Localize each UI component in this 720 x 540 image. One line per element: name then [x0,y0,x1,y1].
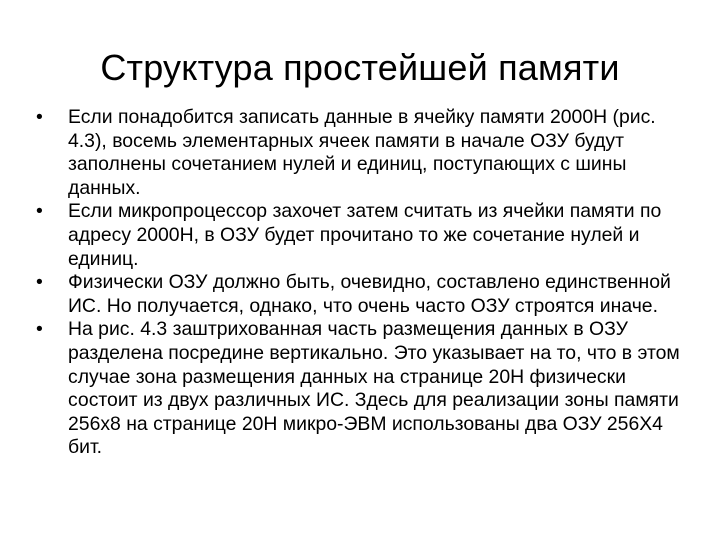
bullet-item [36,318,686,460]
bullet-text: Физически ОЗУ должно быть, очевидно, составлено единственной ИС. Но получается, однако, что очень часто ОЗУ строятся иначе. [68,271,671,317]
bullet-text: На рис. 4.3 заштрихованная часть размещения данных в ОЗУ разделена посредине вертикально. Это указывает на то, что в этом случае зона размещения данных на странице 20Н физически состоит из двух различных ИС. Здесь для реализации зоны памяти 256x8 на странице 20Н микро-ЭВМ использованы два ОЗУ 256Х4 бит. [68,318,680,459]
bullet-item [36,106,686,200]
bullet-icon: • [36,106,43,128]
bullet-icon: • [36,271,43,294]
bullet-text: Если понадобится записать данные в ячейку памяти 2000Н (рис. 4.3), восемь элементарных ячеек памяти в начале ОЗУ будут заполнены сочетанием нулей и единиц, поступающих с шины данных. [68,106,656,199]
bullet-item [36,200,686,271]
slide-title: Структура простейшей памяти [100,47,620,88]
bullet-icon: • [36,318,43,341]
bullet-text: Если микропроцессор захочет затем считать из ячейки памяти по адресу 2000Н, в ОЗУ будет прочитано то же сочетание нулей и единиц. [68,200,662,270]
bullet-list [36,106,686,460]
bullet-item [36,271,686,318]
bullet-icon: • [36,200,43,223]
